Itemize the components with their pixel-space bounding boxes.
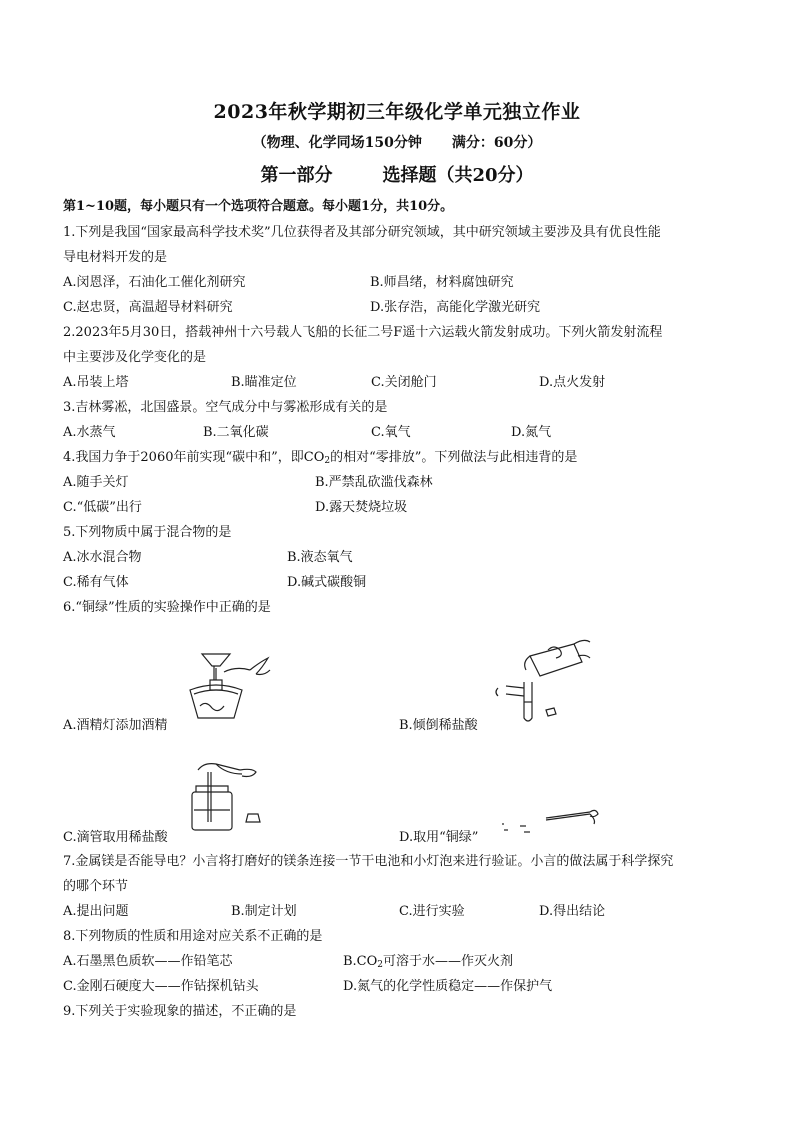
- q8-option-b-sub: 2: [377, 960, 384, 970]
- q7-stem-line2: 的哪个环节: [63, 879, 129, 894]
- q1-option-b: B.师昌绪，材料腐蚀研究: [370, 275, 514, 290]
- q5-option-d: D.碱式碳酸铜: [287, 575, 367, 590]
- q1-stem-line1: 1.下列是我国“国家最高科学技术奖”几位获得者及其部分研究领域，其中研究领域主要涉及具有优良性能: [63, 225, 661, 240]
- q6-option-b: B.倾倒稀盐酸: [399, 718, 478, 733]
- q1-option-d: D.张存浩，高能化学激光研究: [370, 300, 541, 315]
- q4-stem-sub: 2: [324, 456, 331, 466]
- q2-option-c: C.关闭舱门: [371, 375, 437, 390]
- q5-stem: 5.下列物质中属于混合物的是: [63, 525, 232, 540]
- q4-stem-b: 的相对“零排放”。下列做法与此相违背的是: [330, 450, 578, 465]
- part-title: 选择题（共20分）: [382, 165, 534, 186]
- q4-option-b: B.严禁乱砍滥伐森林: [315, 475, 433, 490]
- pouring-acid-figure: [490, 636, 590, 726]
- page-title: 2023年秋学期初三年级化学单元独立作业: [213, 101, 581, 123]
- part-label: 第一部分: [260, 165, 333, 186]
- q6-stem: 6.“铜绿”性质的实验操作中正确的是: [63, 600, 271, 615]
- q8-option-b-a: B.CO: [343, 954, 378, 969]
- spatula-figure: [500, 806, 600, 842]
- subtitle-time: （物理、化学同场150分钟: [252, 135, 422, 151]
- part-heading: [0, 161, 794, 187]
- q5-option-a: A.冰水混合物: [63, 550, 142, 565]
- q2-option-a: A.吊装上塔: [63, 375, 129, 390]
- q1-option-c: C.赵忠贤，高温超导材料研究: [63, 300, 233, 315]
- q6-option-d: D.取用“铜绿”: [399, 830, 479, 845]
- q4-stem-a: 4.我国力争于2060年前实现“碳中和”，即CO: [63, 450, 325, 465]
- q6-option-c: C.滴管取用稀盐酸: [63, 830, 168, 845]
- q3-stem: 3.吉林雾凇，北国盛景。空气成分中与雾凇形成有关的是: [63, 400, 388, 415]
- section-instruction: 第1~10题，每小题只有一个选项符合题意。每小题1分，共10分。: [63, 199, 454, 214]
- q8-option-a: A.石墨黑色质软——作铅笔芯: [63, 954, 233, 969]
- q4-option-c: C.“低碳”出行: [63, 500, 142, 515]
- q7-option-b: B.制定计划: [231, 904, 297, 919]
- subtitle-score: 满分：60分）: [451, 135, 542, 151]
- q2-stem-line1: 2.2023年5月30日，搭载神州十六号载人飞船的长征二号F遥十六运载火箭发射成功。下列火箭发射流程: [63, 325, 663, 340]
- q3-option-d: D.氮气: [511, 425, 552, 440]
- q4-stem: [63, 450, 577, 466]
- q8-option-d: D.氮气的化学性质稳定——作保护气: [343, 979, 553, 994]
- q3-option-c: C.氧气: [371, 425, 411, 440]
- q4-option-d: D.露天焚烧垃圾: [315, 500, 408, 515]
- q8-option-b-b: 可溶于水——作灭火剂: [383, 954, 514, 969]
- alcohol-lamp-figure: [176, 650, 286, 722]
- q1-option-a: A.闵恩泽，石油化工催化剂研究: [63, 275, 246, 290]
- q2-option-b: B.瞄准定位: [231, 375, 297, 390]
- q4-option-a: A.随手关灯: [63, 475, 129, 490]
- dropper-figure: [186, 752, 276, 834]
- q3-option-a: A.水蒸气: [63, 425, 116, 440]
- q8-option-b: [343, 954, 513, 970]
- exam-subtitle: [0, 132, 794, 152]
- q8-option-c: C.金刚石硬度大——作钻探机钻头: [63, 979, 259, 994]
- q2-option-d: D.点火发射: [539, 375, 606, 390]
- q5-option-c: C.稀有气体: [63, 575, 129, 590]
- q7-option-a: A.提出问题: [63, 904, 129, 919]
- q7-stem-line1: 7.金属镁是否能导电？小言将打磨好的镁条连接一节干电池和小灯泡来进行验证。小言的做法属于科学探究: [63, 854, 674, 869]
- q7-option-c: C.进行实验: [399, 904, 465, 919]
- q8-stem: 8.下列物质的性质和用途对应关系不正确的是: [63, 929, 323, 944]
- q1-stem-line2: 导电材料开发的是: [63, 250, 168, 265]
- q6-option-a: A.酒精灯添加酒精: [63, 718, 168, 733]
- q3-option-b: B.二氧化碳: [203, 425, 269, 440]
- q2-stem-line2: 中主要涉及化学变化的是: [63, 350, 207, 365]
- q5-option-b: B.液态氧气: [287, 550, 353, 565]
- q9-stem: 9.下列关于实验现象的描述，不正确的是: [63, 1004, 297, 1019]
- q7-option-d: D.得出结论: [539, 904, 606, 919]
